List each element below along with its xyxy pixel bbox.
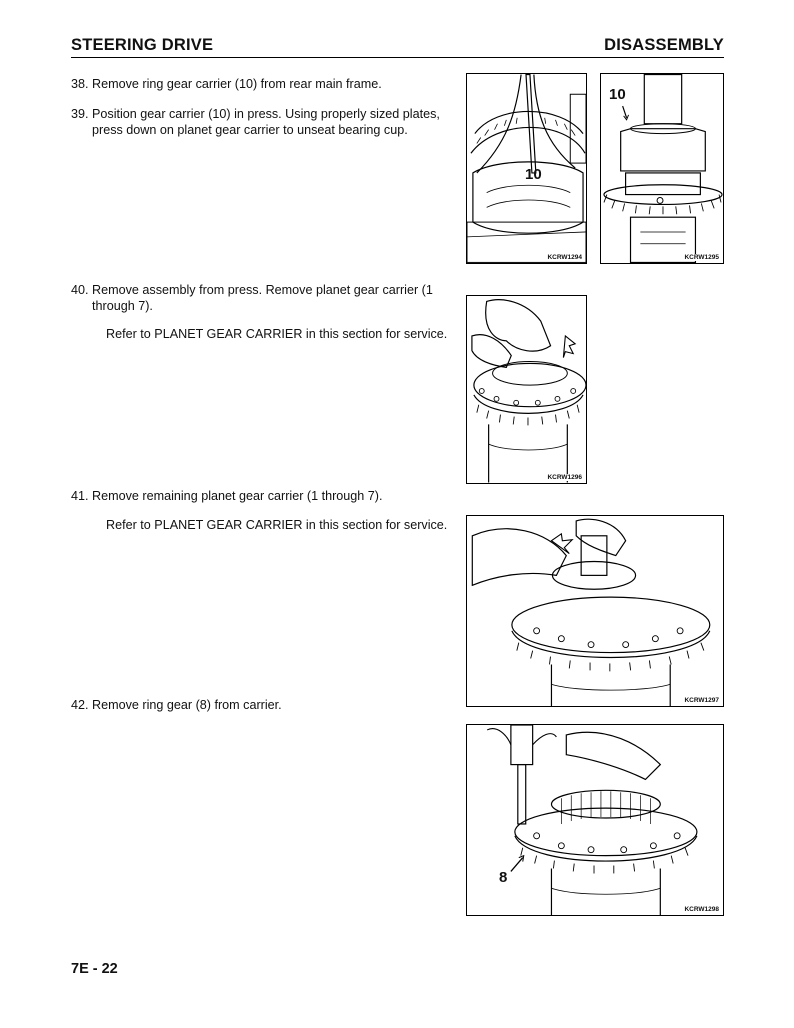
callout-label: 10 [525, 166, 542, 183]
step-text: Remove ring gear (8) from carrier. [92, 698, 282, 712]
figure-id: KCRW1294 [547, 254, 582, 261]
figure-id: KCRW1297 [684, 697, 719, 704]
step-number: 38. [71, 77, 89, 91]
step-number: 39. [71, 107, 89, 121]
ring-gear-removal-illustration [467, 725, 723, 915]
figure-gear-carrier-in-press [600, 73, 724, 264]
step-text: Remove ring gear carrier (10) from rear main frame. [92, 77, 382, 91]
chapter-title: DISASSEMBLY [604, 36, 724, 54]
figure-id: KCRW1296 [547, 474, 582, 481]
figure-remove-ring-gear [466, 724, 724, 916]
header-rule [71, 57, 724, 58]
step-number: 40. [71, 283, 89, 297]
planet-carrier-removal-illustration [467, 296, 586, 483]
step-text: Position gear carrier (10) in press. Using properly sized plates, press down on planet gear carrier to unseat bearing cup. [92, 107, 440, 137]
callout-label: 8 [499, 869, 508, 886]
figure-id: KCRW1298 [684, 906, 719, 913]
step-38 [71, 76, 446, 92]
step-41-note: Refer to PLANET GEAR CARRIER in this section for service. [106, 518, 448, 532]
step-number: 41. [71, 489, 89, 503]
page-number: 7E - 22 [71, 961, 118, 977]
figure-remove-remaining-planet-carrier [466, 515, 724, 707]
figure-remove-planet-gear-carrier [466, 295, 587, 484]
step-41 [71, 488, 446, 504]
step-text: Remove remaining planet gear carrier (1 through 7). [92, 489, 383, 503]
step-39 [71, 106, 446, 138]
figure-id: KCRW1295 [684, 254, 719, 261]
step-42 [71, 697, 446, 713]
section-title: STEERING DRIVE [71, 36, 214, 54]
step-text: Remove assembly from press. Remove planet gear carrier (1 through 7). [92, 283, 433, 313]
step-40 [71, 282, 446, 314]
step-number: 42. [71, 698, 89, 712]
step-40-note: Refer to PLANET GEAR CARRIER in this section for service. [106, 327, 448, 341]
figure-ring-gear-carrier-in-frame [466, 73, 587, 264]
callout-label: 10 [609, 86, 626, 103]
remaining-carrier-removal-illustration [467, 516, 723, 706]
